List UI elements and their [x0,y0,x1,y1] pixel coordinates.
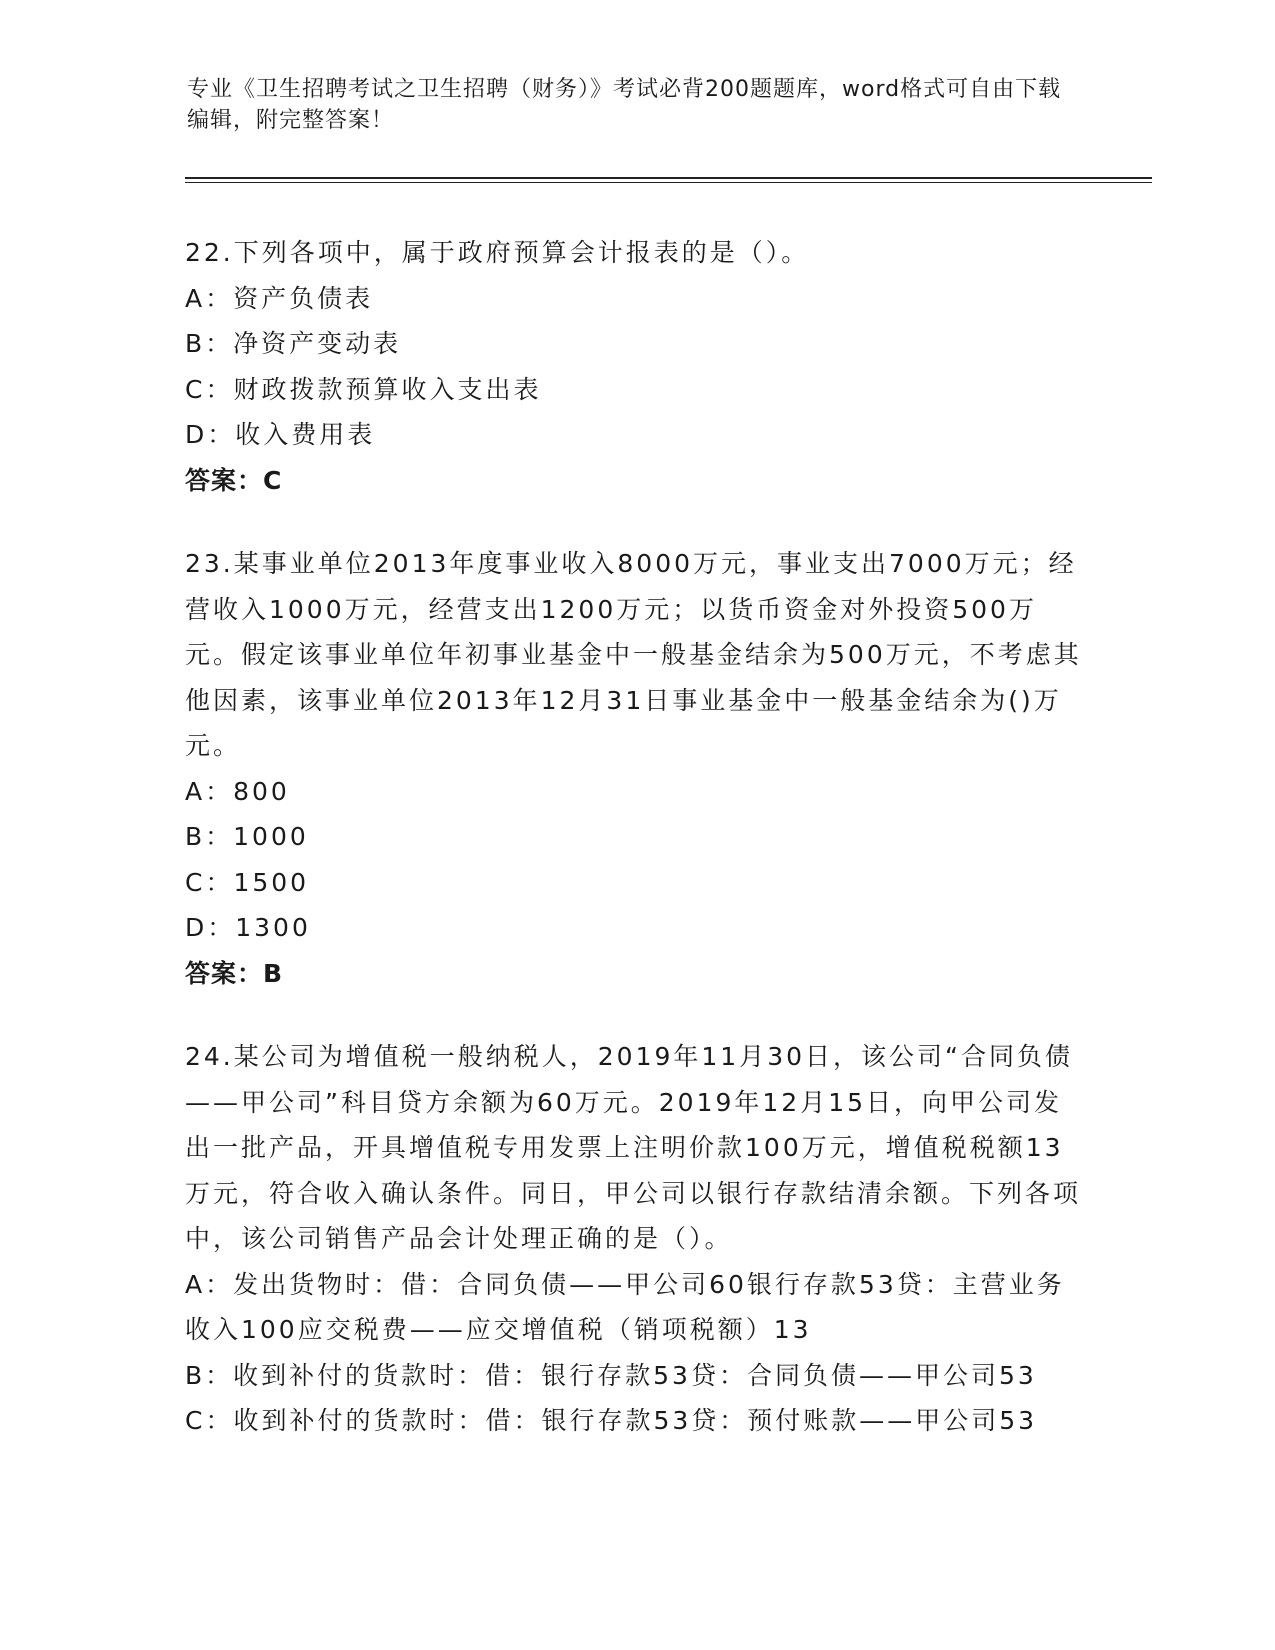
question-23 [185,541,1085,996]
question-22 [185,230,1085,503]
option-c: C：1500 [185,867,310,897]
option-b: B：净资产变动表 [185,329,402,358]
document-intro: 专业《卫生招聘考试之卫生招聘（财务）》考试必背200题题库，word格式可自由下载编辑，附完整答案！ [187,77,1062,133]
question-stem: 23.某事业单位2013年度事业收入8000万元，事业支出7000万元；经营收入1000万元，经营支出1200万元；以货币资金对外投资500万元。假定该事业单位年初事业基金中一般基金结余为500万元，不考虑其他因素，该事业单位2013年12月31日事业基金中一般基金结余为()万元。 [185,549,1082,760]
option-a: A：发出货物时：借：合同负债——甲公司60银行存款53贷：主营业务收入100应交税费——应交增值税（销项税额）13 [185,1269,1065,1344]
option-c: C：收到补付的货款时：借：银行存款53贷：预付账款——甲公司53 [185,1406,1038,1435]
option-a: A：800 [185,776,290,806]
question-24 [185,1034,1085,1444]
answer: 答案：C [185,465,283,495]
option-d: D：收入费用表 [185,420,376,449]
question-stem: 24.某公司为增值税一般纳税人，2019年11月30日，该公司“合同负债——甲公司”科目贷方余额为60万元。2019年12月15日，向甲公司发出一批产品，开具增值税专用发票上注明价款100万元，增值税税额13万元，符合收入确认条件。同日，甲公司以银行存款结清余额。下列各项中，该公司销售产品会计处理正确的是（）。 [185,1042,1082,1253]
answer: 答案：B [185,958,284,988]
option-c: C：财政拨款预算收入支出表 [185,374,542,404]
question-list [185,230,1085,1444]
header-divider-thick [185,177,1152,179]
question-stem: 22.下列各项中，属于政府预算会计报表的是（）。 [185,238,810,267]
option-b: B：收到补付的货款时：借：银行存款53贷：合同负债——甲公司53 [185,1360,1037,1390]
option-b: B：1000 [185,822,309,851]
option-a: A：资产负债表 [185,283,374,313]
header-divider-thin [185,182,1152,183]
option-d: D：1300 [185,913,311,942]
